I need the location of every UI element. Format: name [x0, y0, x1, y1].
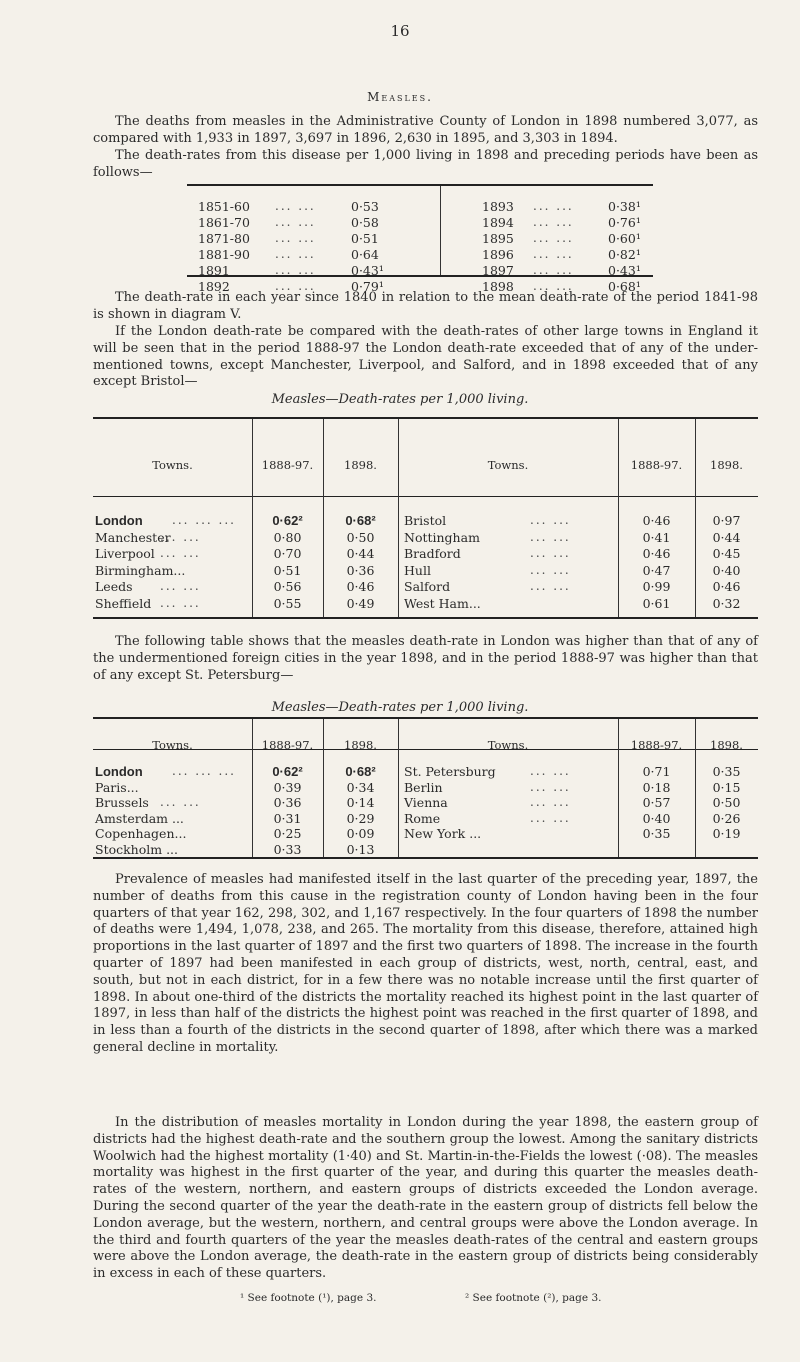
rate-1888-97: 0·31 — [273, 810, 302, 826]
town-name: Hull — [404, 562, 431, 578]
leader-dots: ... ... — [275, 215, 316, 229]
rate-1898: 0·14 — [346, 795, 375, 810]
rate-1898: 0·46 — [712, 579, 741, 594]
rate-1888-97: 0·33 — [273, 841, 302, 857]
rate-1888-97: 0·56 — [273, 579, 302, 594]
town-name: Copenhagen... — [95, 826, 187, 841]
rate-1888-97: 0·47 — [642, 562, 671, 578]
period-label: 1891 — [198, 263, 230, 278]
rate-1898: 0·40 — [712, 562, 741, 578]
rate-1898: 0·46 — [346, 579, 375, 594]
town-name: Salford — [404, 579, 451, 594]
period-label: 1898 — [482, 279, 514, 294]
leader-dots: ... ... — [530, 810, 571, 825]
leader-dots: ... ... — [530, 579, 571, 593]
rate-1898: 0·09 — [346, 826, 375, 841]
leader-dots: ... ... — [533, 279, 574, 293]
table-top-rule — [93, 717, 758, 719]
town-name: Liverpool — [95, 546, 155, 561]
period-label: 1881-90 — [198, 247, 250, 262]
period-label: 1896 — [482, 247, 514, 262]
leader-dots: ... ... ... — [172, 764, 236, 778]
header-1888-97: 1888-97. — [261, 458, 314, 472]
rate-1888-97: 0·39 — [273, 779, 302, 795]
leader-dots: ... ... — [530, 795, 571, 809]
rate-1898: 0·50 — [712, 795, 741, 810]
period-rate: 0·38¹ — [608, 199, 641, 214]
rate-1888-97: 0·36 — [273, 795, 302, 810]
period-rate: 0·60¹ — [608, 231, 641, 246]
leader-dots: ... ... — [530, 764, 571, 778]
leader-dots: ... ... — [160, 529, 201, 544]
period-rate: 0·43¹ — [351, 263, 384, 278]
england-table-caption: Measles—Death-rates per 1,000 living. — [271, 392, 529, 407]
period-rate: 0·68¹ — [608, 279, 641, 294]
section-heading: Measles. — [367, 90, 433, 104]
town-name: West Ham... — [404, 595, 481, 611]
header-towns: Towns. — [152, 458, 193, 472]
rate-1898: 0·44 — [346, 546, 375, 561]
town-name: Leeds — [95, 579, 133, 594]
header-1888-97: 1888-97. — [261, 738, 314, 752]
rate-1888-97: 0·70 — [273, 546, 302, 561]
rate-1888-97: 0·41 — [642, 529, 671, 545]
town-name: New York ... — [404, 826, 482, 841]
rate-1888-97: 0·46 — [642, 546, 671, 561]
rate-1898: 0·97 — [712, 513, 741, 528]
town-name: Stockholm ... — [95, 841, 179, 857]
rate-1898: 0·19 — [712, 826, 741, 841]
rate-1888-97: 0·55 — [273, 595, 302, 611]
rate-1888-97: 0·51 — [273, 562, 302, 578]
rate-1888-97: 0·57 — [642, 795, 671, 810]
header-rule — [93, 496, 758, 497]
header-towns: Towns. — [152, 738, 193, 752]
rate-1898: 0·15 — [712, 779, 741, 795]
header-1888-97: 1888-97. — [630, 738, 683, 752]
rate-1898: 0·44 — [712, 529, 741, 545]
header-1898: 1898. — [710, 458, 743, 472]
header-towns: Towns. — [487, 738, 529, 752]
diagram-paragraph: The death-rate in each year since 1840 in relation to the mean death-rate of the period 1841-98 is shown in diagram V. — [93, 290, 758, 322]
rate-1898: 0·29 — [346, 810, 375, 826]
table-divider — [440, 186, 441, 275]
period-label: 1897 — [482, 263, 514, 278]
town-name: London — [95, 764, 143, 779]
rate-1898: 0·34 — [346, 779, 375, 795]
rate-1888-97: 0·71 — [642, 764, 671, 779]
rate-1888-97: 0·62² — [272, 513, 303, 528]
england-comparison-paragraph: If the London death-rate be compared with the death-rates of other large towns in England it will be seen that in the period 1888-97 the London death-rate exceeded that of any of the under-mentioned towns, except Manchester, Liverpool, and Salford, and in 1898 exceeded that of any except Bristol— — [93, 324, 758, 390]
foreign-table-caption: Measles—Death-rates per 1,000 living. — [271, 700, 529, 715]
leader-dots: ... ... — [530, 546, 571, 560]
town-name: St. Petersburg — [404, 764, 496, 779]
rate-1888-97: 0·25 — [273, 826, 302, 841]
footnote-1: ¹ See footnote (¹), page 3. — [240, 1292, 377, 1304]
distribution-paragraph: In the distribution of measles mortality in London during the year 1898, the eastern group of districts had the highest death-rate and the southern group the lowest. Among the sanitary districts Woolwich had the highest mortality (1·40) and St. Martin-in-the-Fields the lowest (·08). The measles mortality was highest in the first quarter of the year, and during this quarter the measles death-rates of the western, northern, and eastern groups of districts exceeded the London average. During the second quarter of the year the death-rate in the eastern group of districts fell below the London average, but the western, northern, and central groups were above the London average. In the third and fourth quarters of the year the measles death-rates of the central and eastern groups were above the London average, the death-rate in the eastern group of districts being considerably in excess in each of these quarters. — [93, 1115, 758, 1282]
town-name: Nottingham — [404, 529, 480, 545]
town-name: Birmingham... — [95, 562, 186, 578]
rate-1898: 0·49 — [346, 595, 375, 611]
header-towns: Towns. — [487, 458, 529, 472]
header-1888-97: 1888-97. — [630, 458, 683, 472]
leader-dots: ... ... — [275, 199, 316, 213]
period-rate: 0·58 — [351, 215, 379, 230]
leader-dots: ... ... — [530, 779, 571, 794]
leader-dots: ... ... — [533, 247, 574, 261]
rate-1888-97: 0·46 — [642, 513, 671, 528]
town-name: Paris... — [95, 779, 139, 795]
leader-dots: ... ... — [530, 529, 571, 544]
rate-1888-97: 0·80 — [273, 529, 302, 545]
town-name: Manchester — [95, 529, 171, 545]
header-1898: 1898. — [344, 458, 377, 472]
page-number: 16 — [390, 22, 410, 40]
rate-1898: 0·36 — [346, 562, 375, 578]
rate-1898: 0·68² — [345, 513, 376, 528]
town-name: Amsterdam ... — [95, 810, 184, 826]
rate-1888-97: 0·18 — [642, 779, 671, 795]
town-name: Bradford — [404, 546, 461, 561]
leader-dots: ... ... — [275, 247, 316, 261]
header-1898: 1898. — [710, 738, 743, 752]
period-label: 1893 — [482, 199, 514, 214]
town-name: Bristol — [404, 513, 447, 528]
rate-1888-97: 0·35 — [642, 826, 671, 841]
leader-dots: ... ... — [275, 263, 316, 277]
column-divider — [398, 419, 399, 617]
intro-paragraph: The deaths from measles in the Administrative County of London in 1898 numbered 3,077, as compared with 1,933 in 1897, 3,697 in 1896, 2,630 in 1895, and 3,303 in 1894. — [93, 114, 758, 146]
period-rate: 0·79¹ — [351, 279, 384, 294]
rate-1898: 0·26 — [712, 810, 741, 826]
table-bottom-rule — [187, 275, 653, 277]
period-label: 1851-60 — [198, 199, 250, 214]
town-name: Vienna — [404, 795, 448, 810]
period-label: 1894 — [482, 215, 514, 230]
period-rate: 0·51 — [351, 231, 379, 246]
leader-dots: ... ... — [160, 595, 201, 610]
rate-1898: 0·45 — [712, 546, 741, 561]
period-label: 1861-70 — [198, 215, 250, 230]
period-rate: 0·64 — [351, 247, 379, 262]
header-1898: 1898. — [344, 738, 377, 752]
leader-dots: ... ... — [530, 562, 571, 577]
leader-dots: ... ... — [275, 279, 316, 293]
period-rate: 0·76¹ — [608, 215, 641, 230]
period-rate: 0·82¹ — [608, 247, 641, 262]
foreign-paragraph: The following table shows that the measles death-rate in London was higher than that of any of the undermentioned foreign cities in the year 1898, and in the period 1888-97 was higher than that of any except St. Petersburg— — [93, 634, 758, 683]
leader-dots: ... ... — [530, 513, 571, 527]
leader-dots: ... ... — [533, 199, 574, 213]
leader-dots: ... ... — [275, 231, 316, 245]
rate-1898: 0·50 — [346, 529, 375, 545]
leader-dots: ... ... ... — [172, 513, 236, 527]
table-bottom-rule — [93, 617, 758, 619]
table-top-rule — [187, 184, 653, 186]
rate-1888-97: 0·40 — [642, 810, 671, 826]
table-top-rule — [93, 417, 758, 419]
leader-dots: ... ... — [160, 579, 201, 593]
period-rate: 0·43¹ — [608, 263, 641, 278]
rate-1898: 0·32 — [712, 595, 741, 611]
rate-1898: 0·68² — [345, 764, 376, 779]
town-name: Berlin — [404, 779, 443, 795]
rate-1888-97: 0·99 — [642, 579, 671, 594]
town-name: Rome — [404, 810, 441, 826]
rate-1898: 0·13 — [346, 841, 375, 857]
town-name: Brussels — [95, 795, 149, 810]
leader-dots: ... ... — [160, 546, 201, 560]
rate-1888-97: 0·62² — [272, 764, 303, 779]
rate-1888-97: 0·61 — [642, 595, 671, 611]
period-label: 1895 — [482, 231, 514, 246]
period-label: 1871-80 — [198, 231, 250, 246]
intro-paragraph-2: The death-rates from this disease per 1,000 living in 1898 and preceding periods have been as follows— — [93, 148, 758, 180]
leader-dots: ... ... — [160, 795, 201, 809]
rate-1898: 0·35 — [712, 764, 741, 779]
period-rate: 0·53 — [351, 199, 379, 214]
leader-dots: ... ... — [533, 231, 574, 245]
period-label: 1892 — [198, 279, 230, 294]
town-name: London — [95, 513, 143, 528]
leader-dots: ... ... — [533, 215, 574, 229]
leader-dots: ... ... — [533, 263, 574, 277]
footnote-2: ² See footnote (²), page 3. — [465, 1292, 602, 1304]
table-bottom-rule — [93, 857, 758, 859]
town-name: Sheffield — [95, 595, 152, 611]
prevalence-paragraph: Prevalence of measles had manifested itself in the last quarter of the preceding year, 1897, the number of deaths from this cause in the registration county of London having been in the four quarters of that year 162, 298, 302, and 1,167 respectively. In the four quarters of 1898 the number of deaths were 1,494, 1,078, 238, and 265. The mortality from this disease, therefore, attained high proportions in the last quarter of 1897 and the first two quarters of 1898. The increase in the fourth quarter of 1897 had been manifested in each group of districts, west, north, central, east, and south, but not in each district, for in a few there was no notable increase until the first quarter of 1898. In about one-third of the districts the mortality reached its highest point in the last quarter of 1897, in less than half of the districts the highest point was reached in the first quarter of 1898, and in less than a fourth of the districts in the second quarter of 1898, after which there was a marked general decline in mortality. — [93, 872, 758, 1055]
